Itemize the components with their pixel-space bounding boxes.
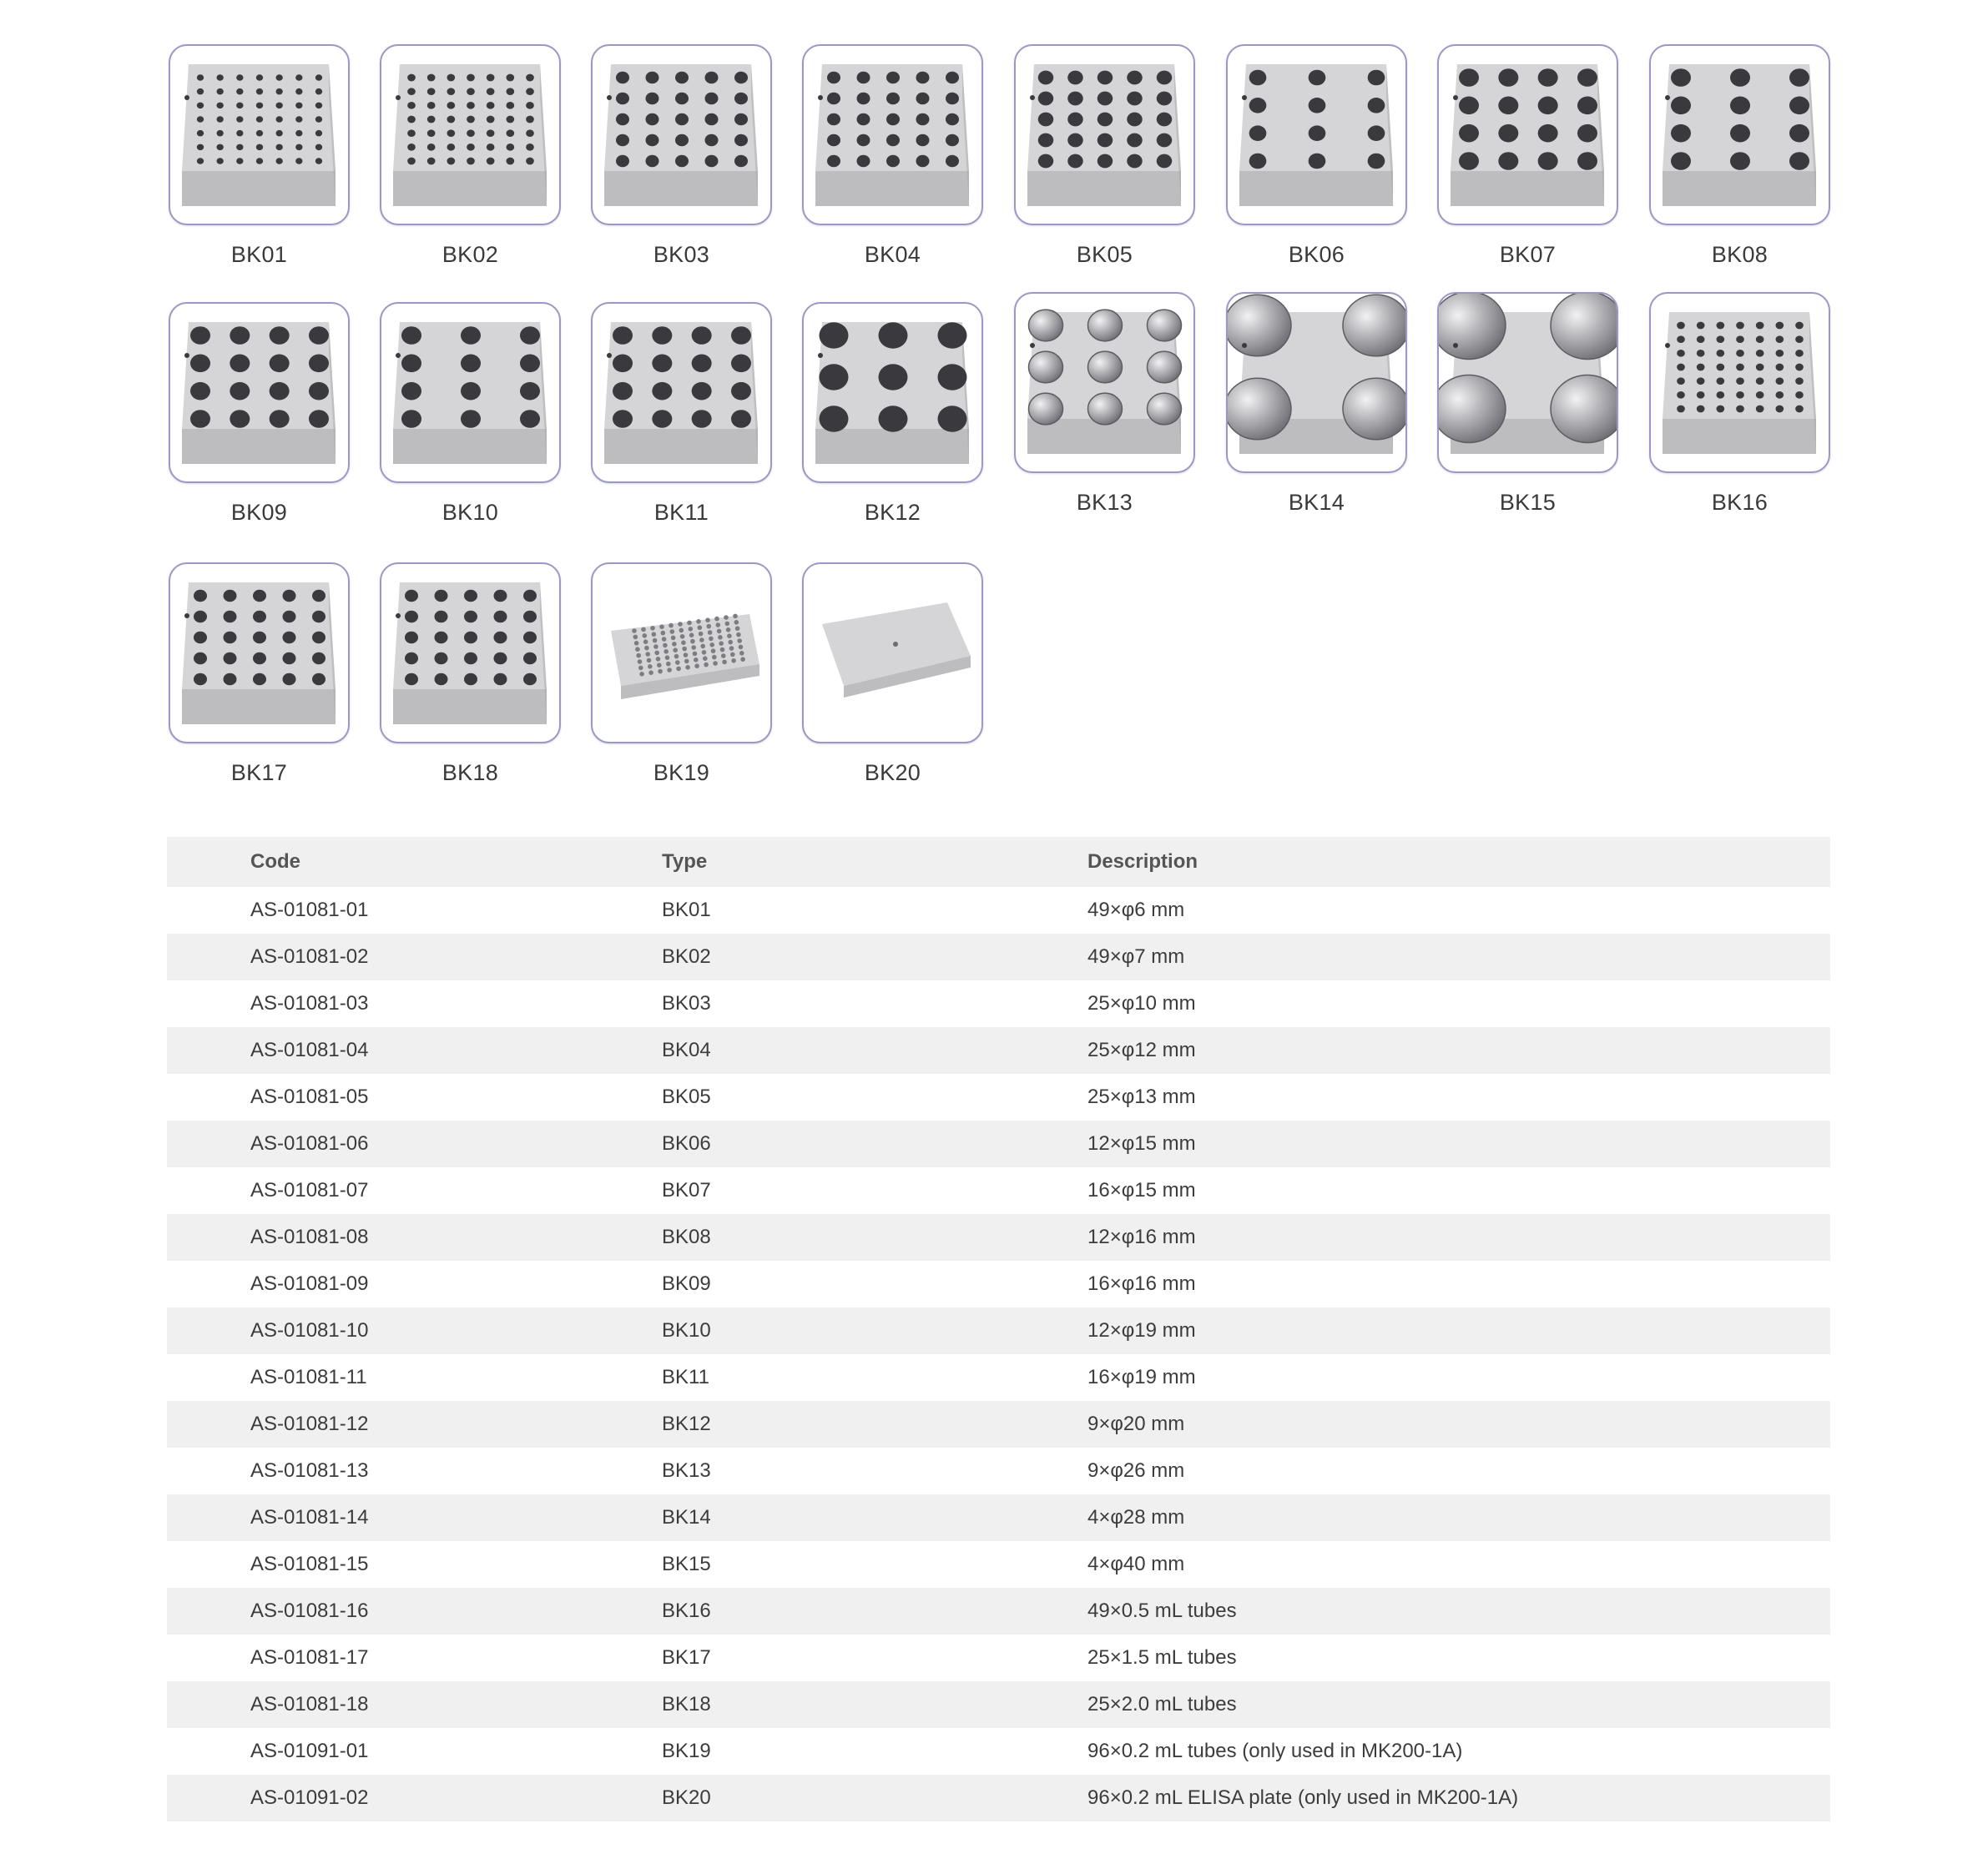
table-row bbox=[167, 1448, 1830, 1494]
cell-type: BK15 bbox=[662, 1553, 711, 1575]
heating-block-icon bbox=[1228, 294, 1405, 471]
block-card[interactable] bbox=[802, 44, 983, 268]
heating-block-icon bbox=[804, 46, 981, 224]
block-card[interactable] bbox=[1649, 292, 1830, 516]
cell-type: BK19 bbox=[662, 1740, 711, 1762]
cell-code: AS-01081-04 bbox=[167, 1027, 662, 1074]
cell-description: 9×φ26 mm bbox=[1087, 1459, 1185, 1482]
table-row bbox=[167, 1261, 1830, 1307]
heating-block-icon bbox=[170, 564, 348, 742]
cell-code: AS-01081-10 bbox=[167, 1307, 662, 1354]
table-row bbox=[167, 1167, 1830, 1214]
cell-code: AS-01081-16 bbox=[167, 1588, 662, 1635]
cell-description: 49×φ7 mm bbox=[1087, 934, 1830, 980]
table-row bbox=[167, 1307, 1830, 1354]
cell-description: 49×0.5 mL tubes bbox=[1087, 1588, 1830, 1635]
heating-block-icon bbox=[1651, 294, 1829, 471]
block-card[interactable] bbox=[591, 44, 772, 268]
table-row bbox=[167, 1775, 1830, 1821]
block-image-frame bbox=[1437, 292, 1618, 473]
cell-code: AS-01081-14 bbox=[167, 1494, 662, 1541]
heating-block-icon bbox=[1016, 294, 1193, 471]
block-card[interactable] bbox=[1226, 292, 1407, 516]
heating-block-icon bbox=[1651, 46, 1829, 224]
cell-description: 25×φ10 mm bbox=[1087, 992, 1196, 1015]
block-card[interactable] bbox=[1649, 44, 1830, 268]
heating-blocks-gallery bbox=[0, 0, 1988, 801]
header-type: Type bbox=[662, 837, 1087, 887]
cell-type: BK04 bbox=[662, 1027, 1087, 1074]
header-code: Code bbox=[167, 837, 662, 887]
block-image-frame bbox=[591, 44, 772, 225]
block-card[interactable] bbox=[1014, 292, 1195, 516]
cell-description: 4×φ28 mm bbox=[1087, 1494, 1830, 1541]
block-label: BK13 bbox=[1076, 490, 1133, 515]
block-card[interactable] bbox=[1014, 44, 1195, 268]
cell-code: AS-01081-15 bbox=[250, 1553, 369, 1575]
cell-code: AS-01081-07 bbox=[250, 1179, 369, 1202]
block-card[interactable] bbox=[380, 44, 561, 268]
block-label: BK01 bbox=[230, 242, 288, 267]
cell-type: BK09 bbox=[662, 1272, 711, 1295]
block-card[interactable] bbox=[169, 44, 350, 268]
block-image-frame bbox=[1649, 292, 1830, 473]
cell-type: BK07 bbox=[662, 1179, 711, 1202]
block-image-frame bbox=[169, 562, 350, 743]
cell-type: BK11 bbox=[662, 1366, 709, 1388]
table-row bbox=[167, 1681, 1830, 1728]
heating-block-icon bbox=[593, 46, 770, 224]
block-image-frame bbox=[591, 562, 772, 743]
block-label: BK19 bbox=[653, 760, 710, 785]
block-label: BK06 bbox=[1288, 242, 1345, 267]
table-row bbox=[167, 980, 1830, 1027]
block-card[interactable] bbox=[1437, 292, 1618, 516]
table-row bbox=[167, 1121, 1830, 1167]
block-label: BK15 bbox=[1499, 490, 1557, 515]
block-card[interactable] bbox=[380, 562, 561, 786]
block-label: BK14 bbox=[1288, 490, 1345, 515]
block-image-frame bbox=[802, 302, 983, 483]
cell-code: AS-01091-01 bbox=[250, 1740, 369, 1762]
block-label: BK02 bbox=[441, 242, 499, 267]
table-row bbox=[167, 1588, 1830, 1635]
block-card[interactable] bbox=[802, 562, 983, 786]
table-row bbox=[167, 1541, 1830, 1588]
table-row bbox=[167, 934, 1830, 980]
cell-type: BK05 bbox=[662, 1086, 711, 1108]
block-card[interactable] bbox=[380, 302, 561, 526]
heating-block-icon bbox=[381, 564, 559, 742]
cell-description: 16×φ15 mm bbox=[1087, 1179, 1196, 1202]
block-label: BK20 bbox=[864, 760, 921, 785]
block-card[interactable] bbox=[591, 562, 772, 786]
block-spec-table bbox=[167, 837, 1830, 1821]
block-label: BK05 bbox=[1076, 242, 1133, 267]
table-row bbox=[167, 1354, 1830, 1401]
cell-description: 4×φ40 mm bbox=[1087, 1553, 1185, 1575]
cell-type: BK20 bbox=[662, 1775, 1087, 1821]
table-row bbox=[167, 887, 1830, 934]
cell-description: 96×0.2 mL tubes (only used in MK200-1A) bbox=[1087, 1740, 1463, 1762]
block-card[interactable] bbox=[1226, 44, 1407, 268]
cell-type: BK06 bbox=[662, 1121, 1087, 1167]
block-image-frame bbox=[1226, 44, 1407, 225]
cell-code: AS-01081-18 bbox=[167, 1681, 662, 1728]
cell-description: 25×φ13 mm bbox=[1087, 1086, 1196, 1108]
heating-block-icon bbox=[170, 46, 348, 224]
block-label: BK18 bbox=[441, 760, 499, 785]
block-image-frame bbox=[802, 562, 983, 743]
cell-description: 12×φ16 mm bbox=[1087, 1214, 1830, 1261]
heating-block-icon bbox=[804, 304, 981, 481]
block-label: BK11 bbox=[653, 500, 709, 525]
block-image-frame bbox=[1014, 44, 1195, 225]
heating-block-icon bbox=[1439, 294, 1617, 471]
cell-type: BK02 bbox=[662, 934, 1087, 980]
block-image-frame bbox=[380, 302, 561, 483]
heating-block-icon bbox=[381, 304, 559, 481]
cell-type: BK16 bbox=[662, 1588, 1087, 1635]
block-image-frame bbox=[591, 302, 772, 483]
block-label: BK16 bbox=[1711, 490, 1769, 515]
cell-description: 96×0.2 mL ELISA plate (only used in MK200-1A) bbox=[1087, 1775, 1830, 1821]
block-image-frame bbox=[380, 562, 561, 743]
cell-code: AS-01081-08 bbox=[167, 1214, 662, 1261]
table-header-row bbox=[167, 837, 1830, 887]
table-row bbox=[167, 1401, 1830, 1448]
block-label: BK04 bbox=[864, 242, 921, 267]
cell-description: 9×φ20 mm bbox=[1087, 1401, 1830, 1448]
block-card[interactable] bbox=[169, 562, 350, 786]
cell-type: BK01 bbox=[662, 899, 711, 921]
cell-code: AS-01081-03 bbox=[250, 992, 369, 1015]
cell-description: 12×φ15 mm bbox=[1087, 1121, 1830, 1167]
cell-code: AS-01081-12 bbox=[167, 1401, 662, 1448]
cell-description: 49×φ6 mm bbox=[1087, 899, 1185, 921]
block-card[interactable] bbox=[802, 302, 983, 526]
cell-code: AS-01081-17 bbox=[250, 1646, 369, 1669]
heating-block-icon bbox=[1016, 46, 1193, 224]
cell-code: AS-01081-11 bbox=[250, 1366, 367, 1388]
cell-code: AS-01081-02 bbox=[167, 934, 662, 980]
cell-code: AS-01081-05 bbox=[250, 1086, 369, 1108]
cell-description: 25×φ12 mm bbox=[1087, 1027, 1830, 1074]
cell-description: 16×φ19 mm bbox=[1087, 1366, 1196, 1388]
cell-description: 16×φ16 mm bbox=[1087, 1272, 1196, 1295]
cell-code: AS-01091-02 bbox=[167, 1775, 662, 1821]
heating-block-icon bbox=[170, 304, 348, 481]
table-row bbox=[167, 1027, 1830, 1074]
table-row bbox=[167, 1214, 1830, 1261]
block-label: BK12 bbox=[864, 500, 921, 525]
table-row bbox=[167, 1635, 1830, 1681]
heating-block-icon bbox=[1228, 46, 1405, 224]
cell-code: AS-01081-01 bbox=[250, 899, 369, 921]
heating-block-icon bbox=[593, 304, 770, 481]
cell-code: AS-01081-09 bbox=[250, 1272, 369, 1295]
block-image-frame bbox=[169, 44, 350, 225]
block-image-frame bbox=[169, 302, 350, 483]
block-card[interactable] bbox=[591, 302, 772, 526]
table-row bbox=[167, 1728, 1830, 1775]
block-card[interactable] bbox=[1437, 44, 1618, 268]
cell-code: AS-01081-13 bbox=[250, 1459, 369, 1482]
block-label: BK03 bbox=[653, 242, 710, 267]
block-card[interactable] bbox=[169, 302, 350, 526]
block-label: BK07 bbox=[1499, 242, 1557, 267]
cell-type: BK08 bbox=[662, 1214, 1087, 1261]
cell-type: BK10 bbox=[662, 1307, 1087, 1354]
heating-block-icon bbox=[804, 564, 981, 742]
cell-description: 25×2.0 mL tubes bbox=[1087, 1681, 1830, 1728]
cell-description: 25×1.5 mL tubes bbox=[1087, 1646, 1237, 1669]
block-label: BK17 bbox=[230, 760, 288, 785]
block-image-frame bbox=[1226, 292, 1407, 473]
cell-type: BK17 bbox=[662, 1646, 711, 1669]
header-description: Description bbox=[1087, 837, 1830, 887]
cell-code: AS-01081-06 bbox=[167, 1121, 662, 1167]
table-row bbox=[167, 1494, 1830, 1541]
block-image-frame bbox=[1437, 44, 1618, 225]
cell-type: BK03 bbox=[662, 992, 711, 1015]
block-label: BK10 bbox=[441, 500, 499, 525]
heating-block-icon bbox=[1439, 46, 1617, 224]
cell-type: BK13 bbox=[662, 1459, 711, 1482]
block-label: BK09 bbox=[230, 500, 288, 525]
cell-type: BK14 bbox=[662, 1494, 1087, 1541]
block-image-frame bbox=[802, 44, 983, 225]
heating-block-icon bbox=[381, 46, 559, 224]
block-label: BK08 bbox=[1711, 242, 1769, 267]
cell-type: BK18 bbox=[662, 1681, 1087, 1728]
block-image-frame bbox=[1649, 44, 1830, 225]
cell-type: BK12 bbox=[662, 1401, 1087, 1448]
cell-description: 12×φ19 mm bbox=[1087, 1307, 1830, 1354]
block-image-frame bbox=[380, 44, 561, 225]
block-image-frame bbox=[1014, 292, 1195, 473]
heating-block-icon bbox=[593, 564, 770, 742]
table-row bbox=[167, 1074, 1830, 1121]
